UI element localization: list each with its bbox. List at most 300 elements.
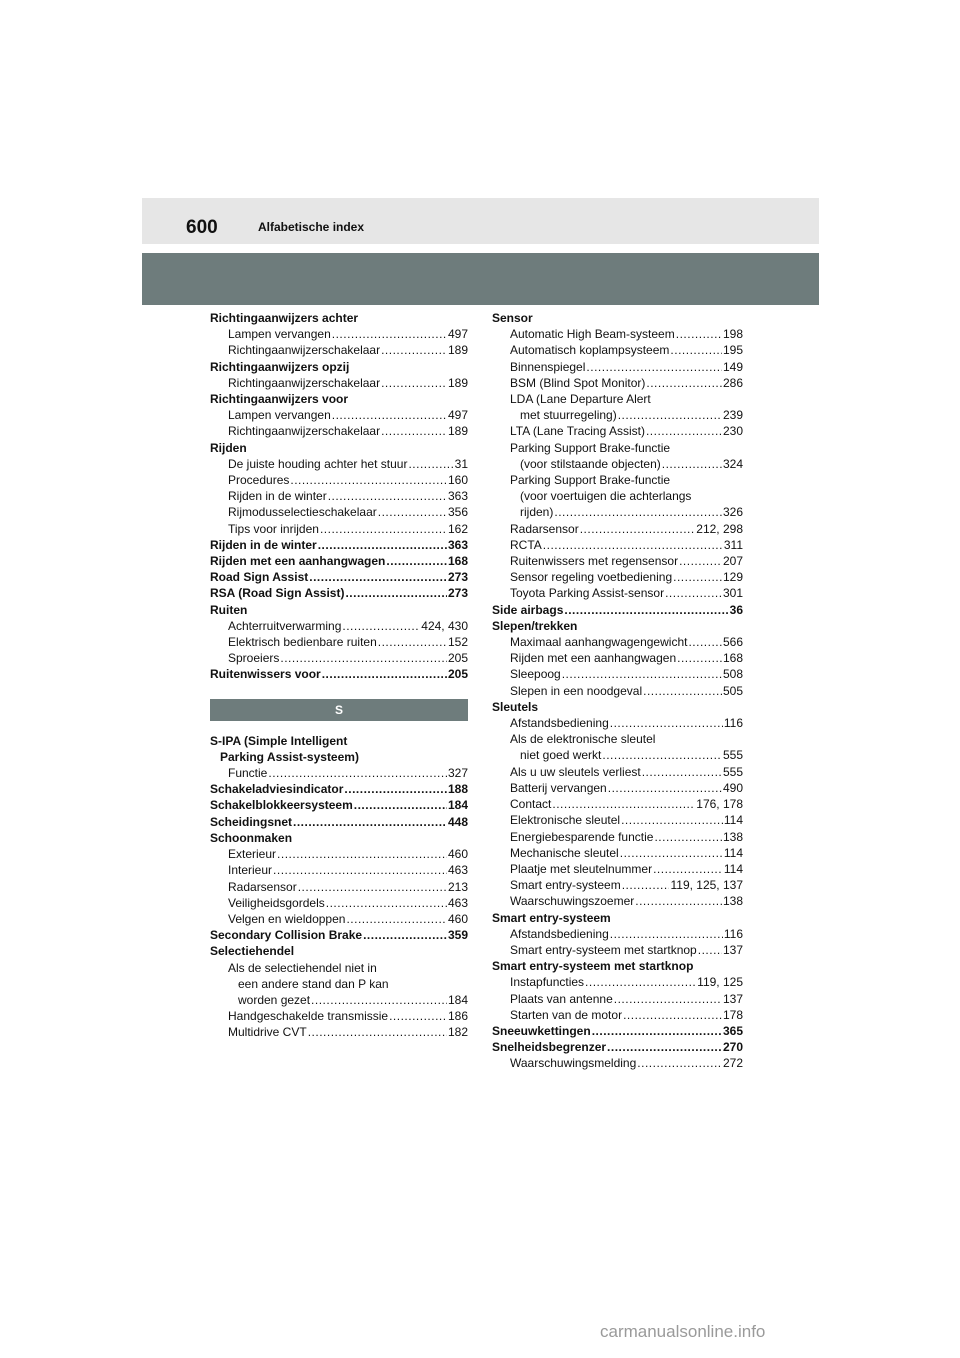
index-entry xyxy=(492,359,743,375)
index-entry xyxy=(492,683,743,699)
index-entry-page: 189 xyxy=(447,343,468,358)
index-entry-page: 119, 125 xyxy=(697,975,743,990)
header-banner xyxy=(142,253,819,305)
dot-leader xyxy=(614,991,722,1007)
index-entry xyxy=(492,440,743,456)
dot-leader xyxy=(646,423,722,439)
dot-leader xyxy=(309,569,447,585)
index-entry-label: niet goed werkt xyxy=(520,748,602,763)
index-entry xyxy=(492,910,743,926)
index-entry xyxy=(210,943,468,959)
index-entry-page: 36 xyxy=(729,602,743,617)
index-entry-page: 555 xyxy=(722,764,743,779)
index-entry-label: Procedures xyxy=(228,473,290,488)
index-entry-label: Automatic High Beam-systeem xyxy=(510,327,675,342)
index-entry-page: 160 xyxy=(447,473,468,488)
index-entry-label: Schakeladviesindicator xyxy=(210,782,344,797)
dot-leader xyxy=(345,585,447,601)
index-entry xyxy=(492,877,743,893)
dot-leader xyxy=(277,846,447,862)
index-entry-page: 363 xyxy=(447,537,468,552)
dot-leader xyxy=(268,765,447,781)
dot-leader xyxy=(618,407,722,423)
index-entry-page: 460 xyxy=(447,847,468,862)
index-entry-label: Rijden xyxy=(210,440,247,455)
index-entry xyxy=(210,830,468,846)
dot-leader xyxy=(381,375,447,391)
dot-leader xyxy=(552,796,695,812)
index-entry-page: 168 xyxy=(722,651,743,666)
index-entry xyxy=(492,699,743,715)
index-entry xyxy=(492,1007,743,1023)
section-letter-bar xyxy=(210,699,468,721)
index-entry xyxy=(492,310,743,326)
index-entry-page: 138 xyxy=(722,894,743,909)
index-column-left xyxy=(210,310,468,1041)
index-entry-label: Plaatje met sleutelnummer xyxy=(510,861,653,876)
dot-leader xyxy=(293,814,447,830)
index-entry xyxy=(210,326,468,342)
index-list-s-continued xyxy=(492,310,743,1072)
index-entry-label: Interieur xyxy=(228,863,273,878)
index-entry-label: Binnenspiegel xyxy=(510,359,586,374)
index-entry xyxy=(210,749,468,765)
index-entry-label: Rijden met een aanhangwagen xyxy=(510,651,677,666)
index-entry-label: Richtingaanwijzerschakelaar xyxy=(228,375,381,390)
index-entry-label: Rijmodusselectieschakelaar xyxy=(228,505,377,520)
index-entry-label: Sleepoog xyxy=(510,667,561,682)
index-entry xyxy=(210,846,468,862)
index-entry-page: 207 xyxy=(722,554,743,569)
index-entry-label: Schoonmaken xyxy=(210,830,293,845)
dot-leader xyxy=(328,488,447,504)
index-entry-label: Afstandsbediening xyxy=(510,716,609,731)
index-entry-page: 31 xyxy=(454,456,468,471)
index-entry-page: 189 xyxy=(447,424,468,439)
dot-leader xyxy=(543,537,723,553)
index-entry xyxy=(492,602,743,618)
index-entry-label: Sleutels xyxy=(492,699,539,714)
index-entry-page: 365 xyxy=(722,1023,743,1038)
index-entry-label: Mechanische sleutel xyxy=(510,845,619,860)
index-entry-page: 497 xyxy=(447,327,468,342)
index-entry xyxy=(492,845,743,861)
index-entry xyxy=(492,456,743,472)
index-entry xyxy=(210,1024,468,1040)
index-entry-label: Radarsensor xyxy=(510,521,579,536)
index-entry-page: 327 xyxy=(447,766,468,781)
index-entry xyxy=(210,472,468,488)
index-entry-label: Rijden in de winter xyxy=(228,489,327,504)
index-entry-label: Road Sign Assist xyxy=(210,570,309,585)
index-entry-label: Lampen vervangen xyxy=(228,327,331,342)
index-entry-page: 272 xyxy=(722,1056,743,1071)
index-entry xyxy=(210,618,468,634)
dot-leader xyxy=(623,1007,722,1023)
dot-leader xyxy=(653,861,723,877)
index-entry xyxy=(492,488,743,504)
index-entry-label: Smart entry-systeem xyxy=(492,910,611,925)
index-entry xyxy=(210,602,468,618)
index-entry xyxy=(492,1039,743,1055)
index-entry-page: 184 xyxy=(447,798,468,813)
dot-leader xyxy=(378,504,447,520)
dot-leader xyxy=(608,780,722,796)
index-entry xyxy=(492,958,743,974)
index-entry xyxy=(492,974,743,990)
index-entry xyxy=(210,781,468,797)
index-entry-page: 176, 178 xyxy=(696,797,743,812)
dot-leader xyxy=(585,974,696,990)
dot-leader xyxy=(673,569,722,585)
index-entry-label: Richtingaanwijzerschakelaar xyxy=(228,343,381,358)
dot-leader xyxy=(363,927,447,943)
dot-leader xyxy=(311,992,447,1008)
index-entry xyxy=(492,585,743,601)
dot-leader xyxy=(290,472,447,488)
index-entry-label: Toyota Parking Assist-sensor xyxy=(510,586,665,601)
index-entry xyxy=(492,472,743,488)
index-entry-page: 497 xyxy=(447,408,468,423)
index-entry xyxy=(492,537,743,553)
dot-leader xyxy=(592,1023,722,1039)
index-entry-label: Smart entry-systeem met startknop xyxy=(492,959,694,974)
index-entry-label: Elektrisch bedienbare ruiten xyxy=(228,635,377,650)
index-entry xyxy=(492,861,743,877)
index-entry-label: BSM (Blind Spot Monitor) xyxy=(510,375,646,390)
index-entry-label: Parking Support Brake-functie xyxy=(510,473,671,488)
page-number: 600 xyxy=(186,217,218,238)
index-entry xyxy=(492,553,743,569)
dot-leader xyxy=(586,359,722,375)
index-entry-page: 138 xyxy=(722,829,743,844)
page-title: Alfabetische index xyxy=(258,220,365,234)
index-entry-page: 212, 298 xyxy=(696,521,743,536)
dot-leader xyxy=(381,423,447,439)
index-entry-page: 189 xyxy=(447,375,468,390)
index-entry-page: 326 xyxy=(722,505,743,520)
index-entry xyxy=(492,407,743,423)
dot-leader xyxy=(562,666,722,682)
index-entry-label: Richtingaanwijzers achter xyxy=(210,311,359,325)
index-entry xyxy=(210,423,468,439)
index-entry-page: 114 xyxy=(723,813,743,828)
index-entry xyxy=(210,634,468,650)
index-entry-page: 490 xyxy=(722,780,743,795)
index-entry xyxy=(210,488,468,504)
index-entry-label: LTA (Lane Tracing Assist) xyxy=(510,424,645,439)
index-entry-page: 273 xyxy=(447,570,468,585)
index-entry-label: Batterij vervangen xyxy=(510,780,607,795)
index-entry xyxy=(210,456,468,472)
dot-leader xyxy=(665,585,722,601)
index-entry-label: LDA (Lane Departure Alert xyxy=(510,392,651,407)
dot-leader xyxy=(320,521,447,537)
index-entry-label: RSA (Road Sign Assist) xyxy=(210,586,345,601)
index-entry-page: 460 xyxy=(447,911,468,926)
dot-leader xyxy=(386,553,447,569)
dot-leader xyxy=(646,375,722,391)
dot-leader xyxy=(381,342,447,358)
index-entry-label: Sensor xyxy=(492,311,533,325)
section-letter: S xyxy=(334,702,343,717)
index-entry-page: 205 xyxy=(447,667,468,682)
dot-leader xyxy=(322,666,447,682)
index-entry-page: 168 xyxy=(447,554,468,569)
index-entry xyxy=(210,895,468,911)
dot-leader xyxy=(298,879,447,895)
index-entry-label: Ruiten xyxy=(210,602,248,617)
index-entry xyxy=(210,814,468,830)
index-entry xyxy=(492,1023,743,1039)
index-entry-label: Schakelblokkeersysteem xyxy=(210,798,353,813)
index-entry-label: Smart entry-systeem met startknop xyxy=(510,942,697,957)
dot-leader xyxy=(677,650,722,666)
index-entry-page: 114 xyxy=(723,845,743,860)
index-entry-label: (voor stilstaande objecten) xyxy=(520,456,661,471)
index-entry-label: Scheidingsnet xyxy=(210,814,293,829)
dot-leader xyxy=(622,877,670,893)
index-entry xyxy=(492,731,743,747)
index-entry xyxy=(210,504,468,520)
dot-leader xyxy=(607,1039,722,1055)
dot-leader xyxy=(610,715,723,731)
index-entry-page: 213 xyxy=(447,879,468,894)
index-entry xyxy=(210,666,468,682)
index-entry-page: 137 xyxy=(722,991,743,1006)
dot-leader xyxy=(620,845,723,861)
index-list-r xyxy=(210,310,468,683)
dot-leader xyxy=(408,456,453,472)
dot-leader xyxy=(676,326,722,342)
index-entry xyxy=(210,391,468,407)
index-entry-label: Sneeuwkettingen xyxy=(492,1023,591,1038)
index-entry-label: Functie xyxy=(228,766,268,781)
index-entry xyxy=(492,342,743,358)
dot-leader xyxy=(389,1008,447,1024)
index-entry-label: Snelheidsbegrenzer xyxy=(492,1040,607,1055)
index-list-s xyxy=(210,733,468,1041)
index-entry-label: Waarschuwingsmelding xyxy=(510,1056,637,1071)
dot-leader xyxy=(554,504,722,520)
index-entry-label: worden gezet xyxy=(238,992,311,1007)
index-entry xyxy=(492,666,743,682)
index-entry xyxy=(492,650,743,666)
index-entry xyxy=(492,326,743,342)
index-entry-label: een andere stand dan P kan xyxy=(238,976,389,991)
index-entry xyxy=(492,942,743,958)
index-entry-page: 273 xyxy=(447,586,468,601)
index-entry-page: 505 xyxy=(722,683,743,698)
index-entry xyxy=(210,521,468,537)
index-entry xyxy=(210,879,468,895)
dot-leader xyxy=(610,926,723,942)
index-entry xyxy=(492,780,743,796)
page-header xyxy=(142,198,819,244)
index-entry-page: 116 xyxy=(723,926,743,941)
index-entry-label: Achterruitverwarming xyxy=(228,618,342,633)
dot-leader xyxy=(580,521,696,537)
index-entry-label: Instapfuncties xyxy=(510,975,585,990)
dot-leader xyxy=(354,797,447,813)
index-entry xyxy=(210,1008,468,1024)
index-entry-label: Contact xyxy=(510,797,552,812)
index-entry-label: Richtingaanwijzers opzij xyxy=(210,359,350,374)
index-entry xyxy=(492,715,743,731)
index-entry-page: 463 xyxy=(447,895,468,910)
dot-leader xyxy=(679,553,722,569)
dot-leader xyxy=(635,893,722,909)
dot-leader xyxy=(280,650,447,666)
index-entry-label: Afstandsbediening xyxy=(510,926,609,941)
index-entry-label: Sensor regeling voetbediening xyxy=(510,570,673,585)
index-entry-page: 182 xyxy=(447,1025,468,1040)
index-entry xyxy=(492,926,743,942)
index-entry xyxy=(210,537,468,553)
index-entry xyxy=(210,342,468,358)
index-entry-page: 184 xyxy=(447,992,468,1007)
index-entry xyxy=(492,634,743,650)
index-entry xyxy=(210,733,468,749)
dot-leader xyxy=(642,764,722,780)
index-entry xyxy=(210,765,468,781)
index-entry-page: 205 xyxy=(447,651,468,666)
index-entry xyxy=(492,893,743,909)
index-entry-label: Tips voor inrijden xyxy=(228,521,319,536)
index-entry-label: Veiligheidsgordels xyxy=(228,895,325,910)
index-entry xyxy=(210,375,468,391)
index-entry-label: Parking Assist-systeem) xyxy=(220,749,359,764)
index-entry-page: 301 xyxy=(722,586,743,601)
index-entry-label: Secondary Collision Brake xyxy=(210,928,363,943)
index-entry-label: Rijden met een aanhangwagen xyxy=(210,554,386,569)
index-entry-label: Multidrive CVT xyxy=(228,1025,307,1040)
index-entry-page: 186 xyxy=(447,1009,468,1024)
index-entry xyxy=(210,927,468,943)
index-entry-page: 129 xyxy=(722,570,743,585)
index-entry-page: 286 xyxy=(722,375,743,390)
index-entry-page: 463 xyxy=(447,863,468,878)
index-entry-page: 195 xyxy=(722,343,743,358)
index-entry xyxy=(210,960,468,976)
index-entry-label: Parking Support Brake-functie xyxy=(510,440,671,455)
index-entry xyxy=(492,796,743,812)
dot-leader xyxy=(318,537,447,553)
index-entry-label: met stuurregeling) xyxy=(520,408,617,423)
index-entry-page: 162 xyxy=(447,521,468,536)
index-entry xyxy=(492,1055,743,1071)
index-entry-label: Als u uw sleutels verliest xyxy=(510,764,641,779)
index-entry-page: 188 xyxy=(447,782,468,797)
index-column-right xyxy=(492,310,743,1072)
dot-leader xyxy=(670,342,722,358)
dot-leader xyxy=(342,618,420,634)
index-entry-page: 448 xyxy=(447,814,468,829)
index-entry xyxy=(210,650,468,666)
index-entry xyxy=(492,764,743,780)
index-entry-label: RCTA xyxy=(510,537,542,552)
index-entry-label: Als de selectiehendel niet in xyxy=(228,960,377,975)
dot-leader xyxy=(621,812,723,828)
index-entry-page: 116 xyxy=(723,716,743,731)
index-entry xyxy=(210,359,468,375)
index-entry-label: De juiste houding achter het stuur xyxy=(228,456,408,471)
index-entry-label: Waarschuwingszoemer xyxy=(510,894,635,909)
index-entry-page: 178 xyxy=(722,1007,743,1022)
index-entry xyxy=(210,585,468,601)
index-entry xyxy=(210,862,468,878)
index-entry-page: 324 xyxy=(722,456,743,471)
index-entry-page: 239 xyxy=(722,408,743,423)
index-entry xyxy=(210,407,468,423)
index-entry-label: Smart entry-systeem xyxy=(510,878,621,893)
index-entry-label: Selectiehendel xyxy=(210,944,295,959)
index-entry-label: Slepen in een noodgeval xyxy=(510,683,643,698)
index-entry-label: Als de elektronische sleutel xyxy=(510,732,656,747)
index-entry xyxy=(492,991,743,1007)
index-entry-page: 149 xyxy=(722,359,743,374)
index-entry xyxy=(210,976,468,992)
index-entry-label: Rijden in de winter xyxy=(210,537,317,552)
index-entry-label: Ruitenwissers met regensensor xyxy=(510,554,679,569)
index-entry-page: 424, 430 xyxy=(421,618,468,633)
index-entry-label: Automatisch koplampsysteem xyxy=(510,343,670,358)
index-entry-label: Lampen vervangen xyxy=(228,408,331,423)
index-entry xyxy=(492,521,743,537)
index-entry-label: Velgen en wieldoppen xyxy=(228,911,346,926)
index-entry xyxy=(210,440,468,456)
index-entry xyxy=(210,569,468,585)
index-entry-label: Slepen/trekken xyxy=(492,618,578,633)
index-entry-label: Maximaal aanhangwagengewicht xyxy=(510,635,688,650)
index-entry xyxy=(210,553,468,569)
index-entry-label: rijden) xyxy=(520,505,554,520)
index-entry-page: 356 xyxy=(447,505,468,520)
dot-leader xyxy=(344,781,447,797)
index-entry xyxy=(210,797,468,813)
index-entry xyxy=(492,391,743,407)
index-entry xyxy=(492,812,743,828)
index-entry-label: Richtingaanwijzerschakelaar xyxy=(228,424,381,439)
index-entry xyxy=(492,747,743,763)
dot-leader xyxy=(688,634,722,650)
index-entry-page: 230 xyxy=(722,424,743,439)
index-entry-label: (voor voertuigen die achterlangs xyxy=(520,489,692,504)
index-entry-label: Radarsensor xyxy=(228,879,297,894)
index-entry-label: S-IPA (Simple Intelligent xyxy=(210,733,348,748)
dot-leader xyxy=(643,683,722,699)
dot-leader xyxy=(662,456,722,472)
dot-leader xyxy=(637,1055,722,1071)
index-entry xyxy=(492,423,743,439)
index-entry xyxy=(210,310,468,326)
index-entry-page: 508 xyxy=(722,667,743,682)
index-entry-page: 359 xyxy=(447,928,468,943)
dot-leader xyxy=(378,634,447,650)
index-entry-label: Side airbags xyxy=(492,602,564,617)
index-entry-page: 137 xyxy=(722,942,743,957)
index-entry-label: Sproeiers xyxy=(228,651,280,666)
index-entry-label: Exterieur xyxy=(228,847,277,862)
dot-leader xyxy=(654,829,722,845)
index-entry xyxy=(492,569,743,585)
index-entry xyxy=(210,992,468,1008)
index-entry-label: Starten van de motor xyxy=(510,1007,623,1022)
index-entry-page: 114 xyxy=(723,861,743,876)
index-entry-page: 198 xyxy=(722,327,743,342)
index-entry-label: Ruitenwissers voor xyxy=(210,667,321,682)
index-entry-page: 566 xyxy=(722,635,743,650)
